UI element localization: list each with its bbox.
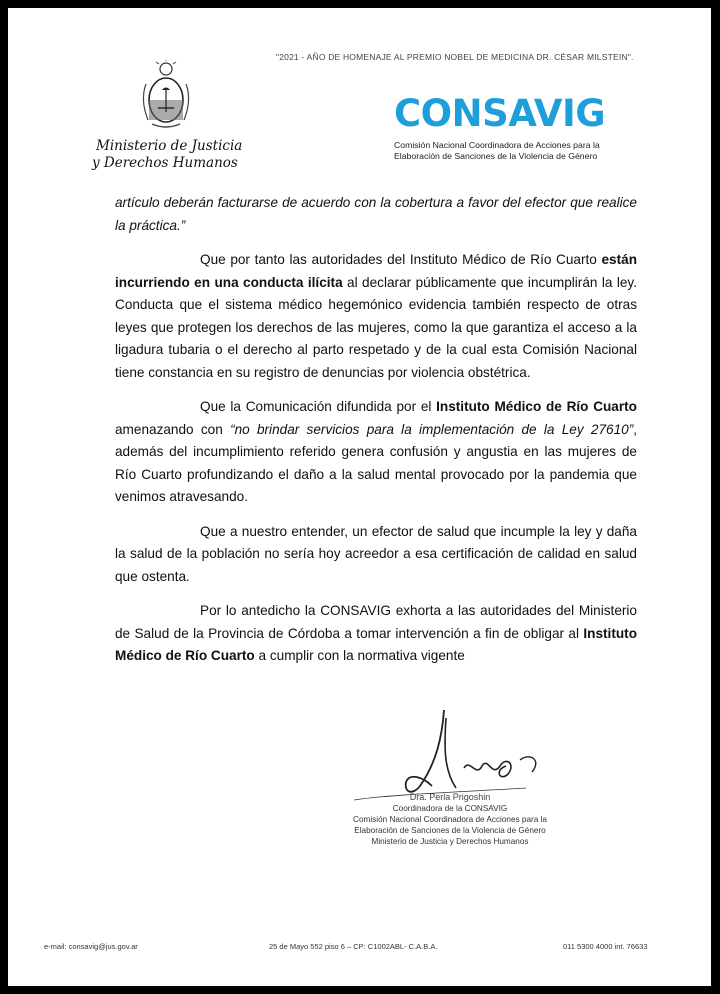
signer-role: Coordinadora de la CONSAVIG — [392, 804, 508, 813]
p2-text-a: Que por tanto las autoridades del Instituto Médico de Río Cuarto — [200, 252, 602, 267]
p2-bold: están incurriendo en una conducta ilícita — [115, 252, 637, 290]
p3-bold: Instituto Médico de Río Cuarto — [436, 399, 637, 414]
paragraph-3 — [115, 396, 637, 509]
p3-text-e: , además del incumplimiento referido genera confusión y angustia en las mujeres de Río Cuarto profundizando el daño a la salud mental provocado por la pandemia que venimos atravesando. — [115, 421, 638, 504]
p5-text-a: Por lo antedicho la CONSAVIG exhorta a las autoridades del Ministerio de Salud de la Provincia de Córdoba a tomar intervención a fin de obligar al — [115, 603, 637, 641]
consavig-subtitle — [394, 140, 639, 162]
signer-org-1: Comisión Nacional Coordinadora de Acciones para la — [353, 815, 547, 824]
paragraph-5 — [115, 600, 637, 668]
p3-text-a: Que la Comunicación difundida por el — [200, 399, 437, 414]
letter-body — [115, 192, 637, 680]
ministry-line-2: y Derechos Humanos — [92, 155, 238, 171]
p5-bold: Instituto Médico de Río Cuarto — [115, 625, 637, 663]
paragraph-1 — [115, 192, 637, 237]
footer-email: e-mail: consavig@jus.gov.ar — [44, 942, 138, 951]
document-page — [8, 8, 711, 986]
paragraph-2 — [115, 249, 637, 384]
paragraph-4: Que a nuestro entender, un efector de salud que incumple la ley y daña la salud de la población no sería hoy acreedor a esa certificación de calidad en salud que ostenta. — [115, 523, 637, 584]
logo-sub-line-2: Elaboración de Sanciones de la Violencia de Género — [394, 151, 598, 161]
p3-italic: “no brindar servicios para la implementación de la Ley 27610” — [230, 421, 634, 437]
signature-block — [330, 792, 570, 847]
signer-name: Dra. Perla Prigoshin — [409, 792, 491, 802]
footer-phone: 011 5300 4000 int. 76633 — [563, 942, 648, 951]
year-note: "2021 - AÑO DE HOMENAJE AL PREMIO NOBEL DE MEDICINA DR. CÉSAR MILSTEIN". — [276, 52, 634, 62]
footer-address: 25 de Mayo 552 piso 6 – CP: C1002ABL- C.A.B.A. — [269, 942, 438, 951]
p5-text-c: a cumplir con la normativa vigente — [254, 648, 465, 663]
ministry-name — [92, 138, 267, 172]
argentina-coat-of-arms-icon — [138, 60, 194, 132]
quote-end: artículo deberán facturarse de acuerdo con la cobertura a favor del efector que realice la práctica.” — [115, 195, 637, 233]
p2-text-c: al declarar públicamente que incumplirán la ley. Conducta que el sistema médico hegemónico evidencia también respecto de otras leyes que protegen los derechos de las mujeres, como la que garantiza el acceso a la ligadura tubaria o el derecho al parto respetado y de la cual esta Comisión Nacional tiene constancia en su registro de denuncias por violencia obstétrica. — [115, 274, 637, 380]
signer-org-3: Ministerio de Justicia y Derechos Humanos — [371, 837, 529, 846]
logo-sub-line-1: Comisión Nacional Coordinadora de Acciones para la — [394, 140, 600, 150]
p3-text-c: amenazando con — [115, 421, 231, 437]
signer-org-2: Elaboración de Sanciones de la Violencia de Género — [354, 826, 546, 835]
consavig-logo: CONSAVIG — [394, 92, 606, 135]
ministry-line-1: Ministerio de Justicia — [96, 138, 243, 154]
